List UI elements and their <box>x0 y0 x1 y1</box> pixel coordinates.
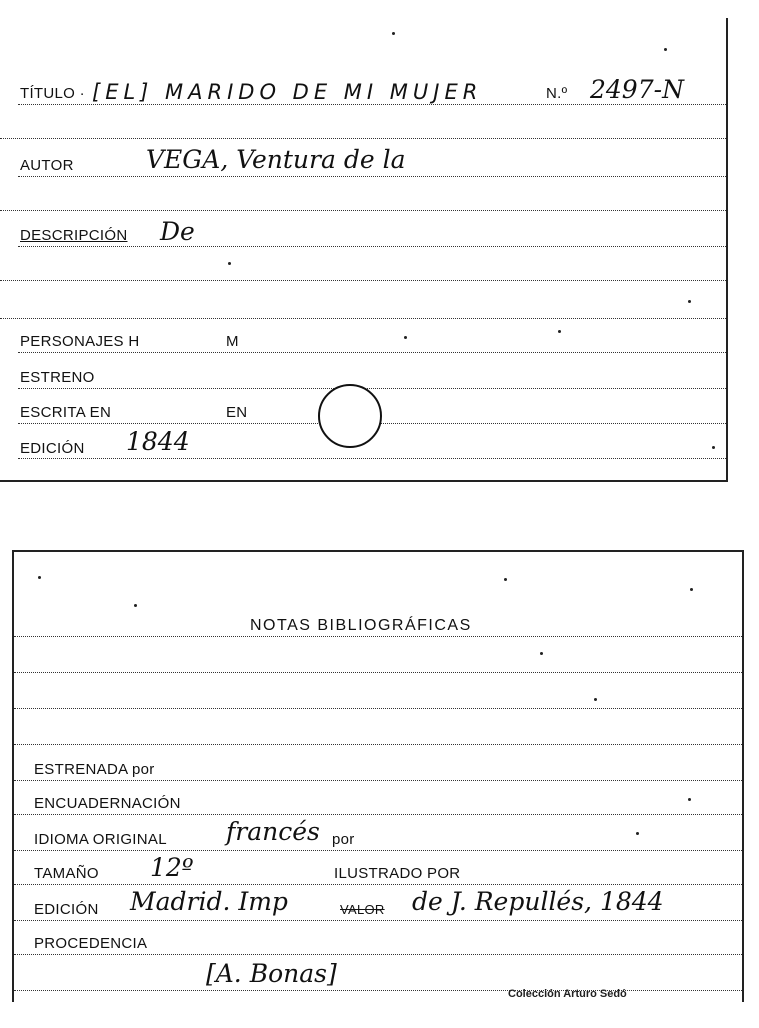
card-edge <box>0 480 728 482</box>
autor-value: VEGA, Ventura de la <box>146 145 406 174</box>
paper-speck <box>712 446 715 449</box>
estrenada-label: ESTRENADA por <box>34 761 155 778</box>
idioma-label: IDIOMA ORIGINAL <box>34 831 167 848</box>
edicion-label: EDICIÓN <box>34 901 99 918</box>
encuadernacion-label: ENCUADERNACIÓN <box>34 795 181 812</box>
idioma-value: francés <box>226 817 320 846</box>
edicion-value-struck: VALOR <box>340 902 385 917</box>
catalog-card-bottom <box>0 540 759 1028</box>
procedencia-label: PROCEDENCIA <box>34 935 148 952</box>
paper-speck <box>594 698 597 701</box>
paper-speck <box>392 32 395 35</box>
ruled-line <box>18 352 726 353</box>
tamano-value: 12º <box>150 853 194 882</box>
ruled-line <box>14 990 742 991</box>
autor-label: AUTOR <box>20 157 74 174</box>
ruled-line <box>14 850 742 851</box>
ilustrado-label: ILUSTRADO POR <box>334 865 461 882</box>
paper-speck <box>504 578 507 581</box>
ruled-line <box>14 636 742 637</box>
notas-heading: NOTAS BIBLIOGRÁFICAS <box>250 617 472 634</box>
edicion-value-b: de J. Repullés, 1844 <box>412 887 664 916</box>
idioma-por-label: por <box>332 831 355 848</box>
edicion-label: EDICIÓN <box>20 440 85 457</box>
ruled-line <box>18 458 726 459</box>
ruled-line <box>14 744 742 745</box>
card-edge <box>726 18 728 480</box>
ruled-line <box>0 138 726 139</box>
card-edge <box>742 550 744 1002</box>
paper-speck <box>636 832 639 835</box>
paper-speck <box>688 300 691 303</box>
paper-speck <box>690 588 693 591</box>
ruled-line <box>18 176 726 177</box>
paper-speck <box>404 336 407 339</box>
paper-speck <box>38 576 41 579</box>
procedencia-value: [A. Bonas] <box>206 959 337 988</box>
personajes-label: PERSONAJES H <box>20 333 140 350</box>
ruled-line <box>14 708 742 709</box>
ruled-line <box>0 210 726 211</box>
ruled-line <box>0 318 726 319</box>
collection-caption: Colección Arturo Sedó <box>508 988 627 1000</box>
descripcion-label: DESCRIPCIÓN <box>20 227 128 244</box>
ruled-line <box>14 814 742 815</box>
numero-value: 2497-N <box>590 75 684 104</box>
card-edge <box>12 550 14 1002</box>
paper-speck <box>134 604 137 607</box>
titulo-value: [EL] MARIDO DE MI MUJER <box>92 80 483 104</box>
personajes-m-label: M <box>226 333 239 350</box>
card-edge <box>12 550 744 552</box>
ruled-line <box>14 954 742 955</box>
paper-speck <box>688 798 691 801</box>
ruled-line <box>0 280 726 281</box>
descripcion-value: De <box>160 217 195 246</box>
ruled-line <box>14 920 742 921</box>
edicion-value-a: Madrid. Imp <box>130 887 288 916</box>
titulo-label: TÍTULO · <box>20 85 85 102</box>
ruled-line <box>14 884 742 885</box>
escrita-label: ESCRITA EN <box>20 404 112 421</box>
paper-speck <box>228 262 231 265</box>
paper-speck <box>664 48 667 51</box>
paper-speck <box>558 330 561 333</box>
estreno-label: ESTRENO <box>20 369 95 386</box>
paper-speck <box>540 652 543 655</box>
ruled-line <box>14 672 742 673</box>
tamano-label: TAMAÑO <box>34 865 99 882</box>
ruled-line <box>14 780 742 781</box>
edicion-value: 1844 <box>126 427 190 456</box>
catalog-card-top <box>0 0 759 500</box>
ruled-line <box>18 246 726 247</box>
ruled-line <box>18 388 726 389</box>
punch-hole <box>318 384 382 448</box>
escrita-en-label: EN <box>226 404 248 421</box>
numero-label: N.º <box>546 85 568 102</box>
